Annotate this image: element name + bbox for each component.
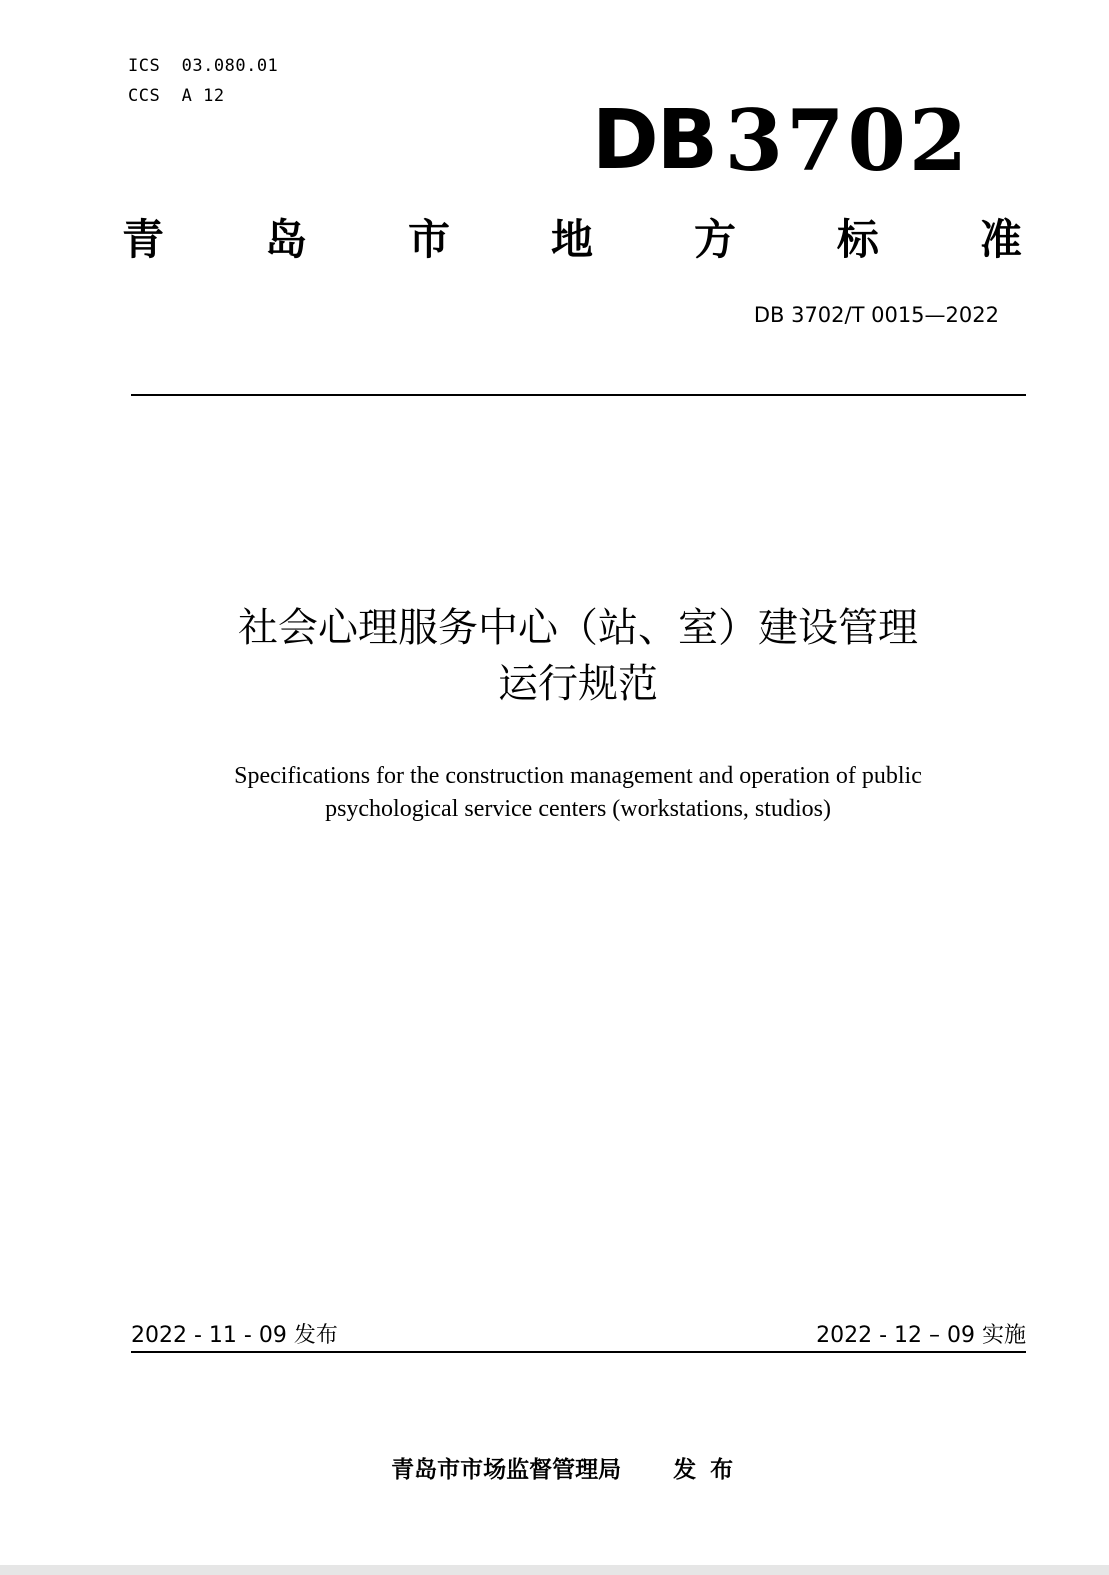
standard-type-char: 方 [693, 215, 736, 264]
title-chinese-line-1: 社会心理服务中心（站、室）建设管理 [238, 605, 918, 651]
title-english-line-2: psychological service centers (workstations, studios) [325, 796, 831, 822]
standard-type-char: 市 [407, 215, 450, 264]
db-logo-letters: DB [592, 93, 717, 188]
issuing-authority: 青岛市市场监督管理局 [391, 1457, 622, 1483]
title-chinese-line-2: 运行规范 [498, 661, 658, 707]
standard-type-char: 青 [122, 215, 165, 264]
db-logo-mark [592, 91, 971, 190]
standard-type-char: 标 [836, 215, 879, 264]
bottom-divider [131, 1351, 1026, 1353]
ics-code: ICS 03.080.01 [128, 56, 279, 76]
publisher-line [0, 1425, 1109, 1510]
standard-type-char: 地 [550, 215, 593, 264]
title-english-line-1: Specifications for the construction management and operation of public [234, 763, 922, 789]
implementation-date: 2022 - 12 – 09 实施 [816, 1323, 1026, 1348]
standard-number: DB 3702/T 0015—2022 [753, 303, 999, 327]
standard-type-char: 岛 [264, 215, 307, 264]
ccs-code: CCS A 12 [128, 86, 225, 106]
standard-type-char: 准 [979, 215, 1022, 264]
publish-label: 发布 [673, 1457, 748, 1483]
top-divider [131, 394, 1026, 396]
page-edge [0, 1565, 1109, 1575]
issue-date: 2022 - 11 - 09 发布 [131, 1323, 338, 1348]
standard-type-heading [122, 212, 1022, 268]
title-english [80, 760, 1076, 826]
db-logo-number: 3702 [724, 91, 971, 190]
title-chinese [80, 600, 1076, 712]
